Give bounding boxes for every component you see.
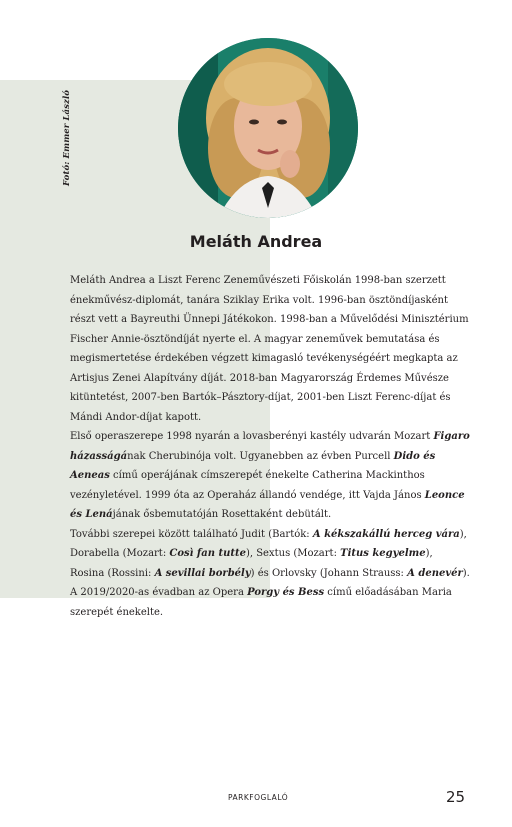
portrait-photo <box>178 38 358 218</box>
work-title: A kékszakállú herceg vára <box>312 528 460 540</box>
bio-paragraph: A 2019/2020-as évadban az Opera Porgy és Bess című előadásában Maria szerepét énekelte. <box>70 587 452 618</box>
biography <box>70 271 470 622</box>
work-title: A denevér <box>407 567 463 579</box>
work-title: Titus kegyelme <box>340 548 426 559</box>
photo-credit: Fotó: Emmer László <box>62 89 72 186</box>
bio-paragraph: Meláth Andrea a Liszt Ferenc Zeneművészeti Főiskolán 1998-ban szerzett énekművész-diplomát, tanára Sziklay Erika volt. 1996-ban ösztöndíjasként részt vett a Bayreuthi Ünnepi Játékokon. 1998-ban a Művelődési Minisztérium Fischer Annie-ösztöndíját nyerte el. A magyar zeneművek bemutatása és megismertetése érdekében végzett kimagasló tevékenységéért megkapta az Artisjus Zenei Alapítvány díját. 2018-ban Magyarország Érdemes Művésze kitüntetést, 2007-ben Bartók–Pásztory-díjat, 2001-ben Liszt Ferenc-díjat és Mándi Andor-díjat kapott. <box>70 275 469 423</box>
work-title: A sevillai borbély <box>154 567 251 579</box>
work-title: Figaro házasságá <box>70 431 470 462</box>
work-title: Dido és Aeneas <box>70 450 436 481</box>
work-title: Così fan tutte <box>169 548 246 559</box>
work-title: Leonce és Lená <box>70 489 465 520</box>
footer-label: PARKFOGLALÓ <box>228 793 289 802</box>
person-name: Meláth Andrea <box>189 232 323 251</box>
bio-paragraph: Első operaszerepe 1998 nyarán a lovasberényi kastély udvarán Mozart Figaro házasságának Cherubinója volt. Ugyanebben az évben Purcell Dido és Aeneas című operájának címszerepét énekelte Catherina Mackinthos vezényletével. 1999 óta az Operaház állandó vendége, itt Vajda János Leonce és Lenájának ősbemutatóján Rosettaként debütált. <box>70 431 470 520</box>
work-title: Porgy és Bess <box>247 587 325 598</box>
page-number: 25 <box>446 788 466 806</box>
bio-paragraph: További szerepei között található Judit (Bartók: A kékszakállú herceg vára), Dorabella (Mozart: Così fan tutte), Sextus (Mozart: Titus kegyelme), Rosina (Rossini: A sevillai borbély) és Orlovsky (Johann Strauss: A denevér). <box>70 528 470 579</box>
